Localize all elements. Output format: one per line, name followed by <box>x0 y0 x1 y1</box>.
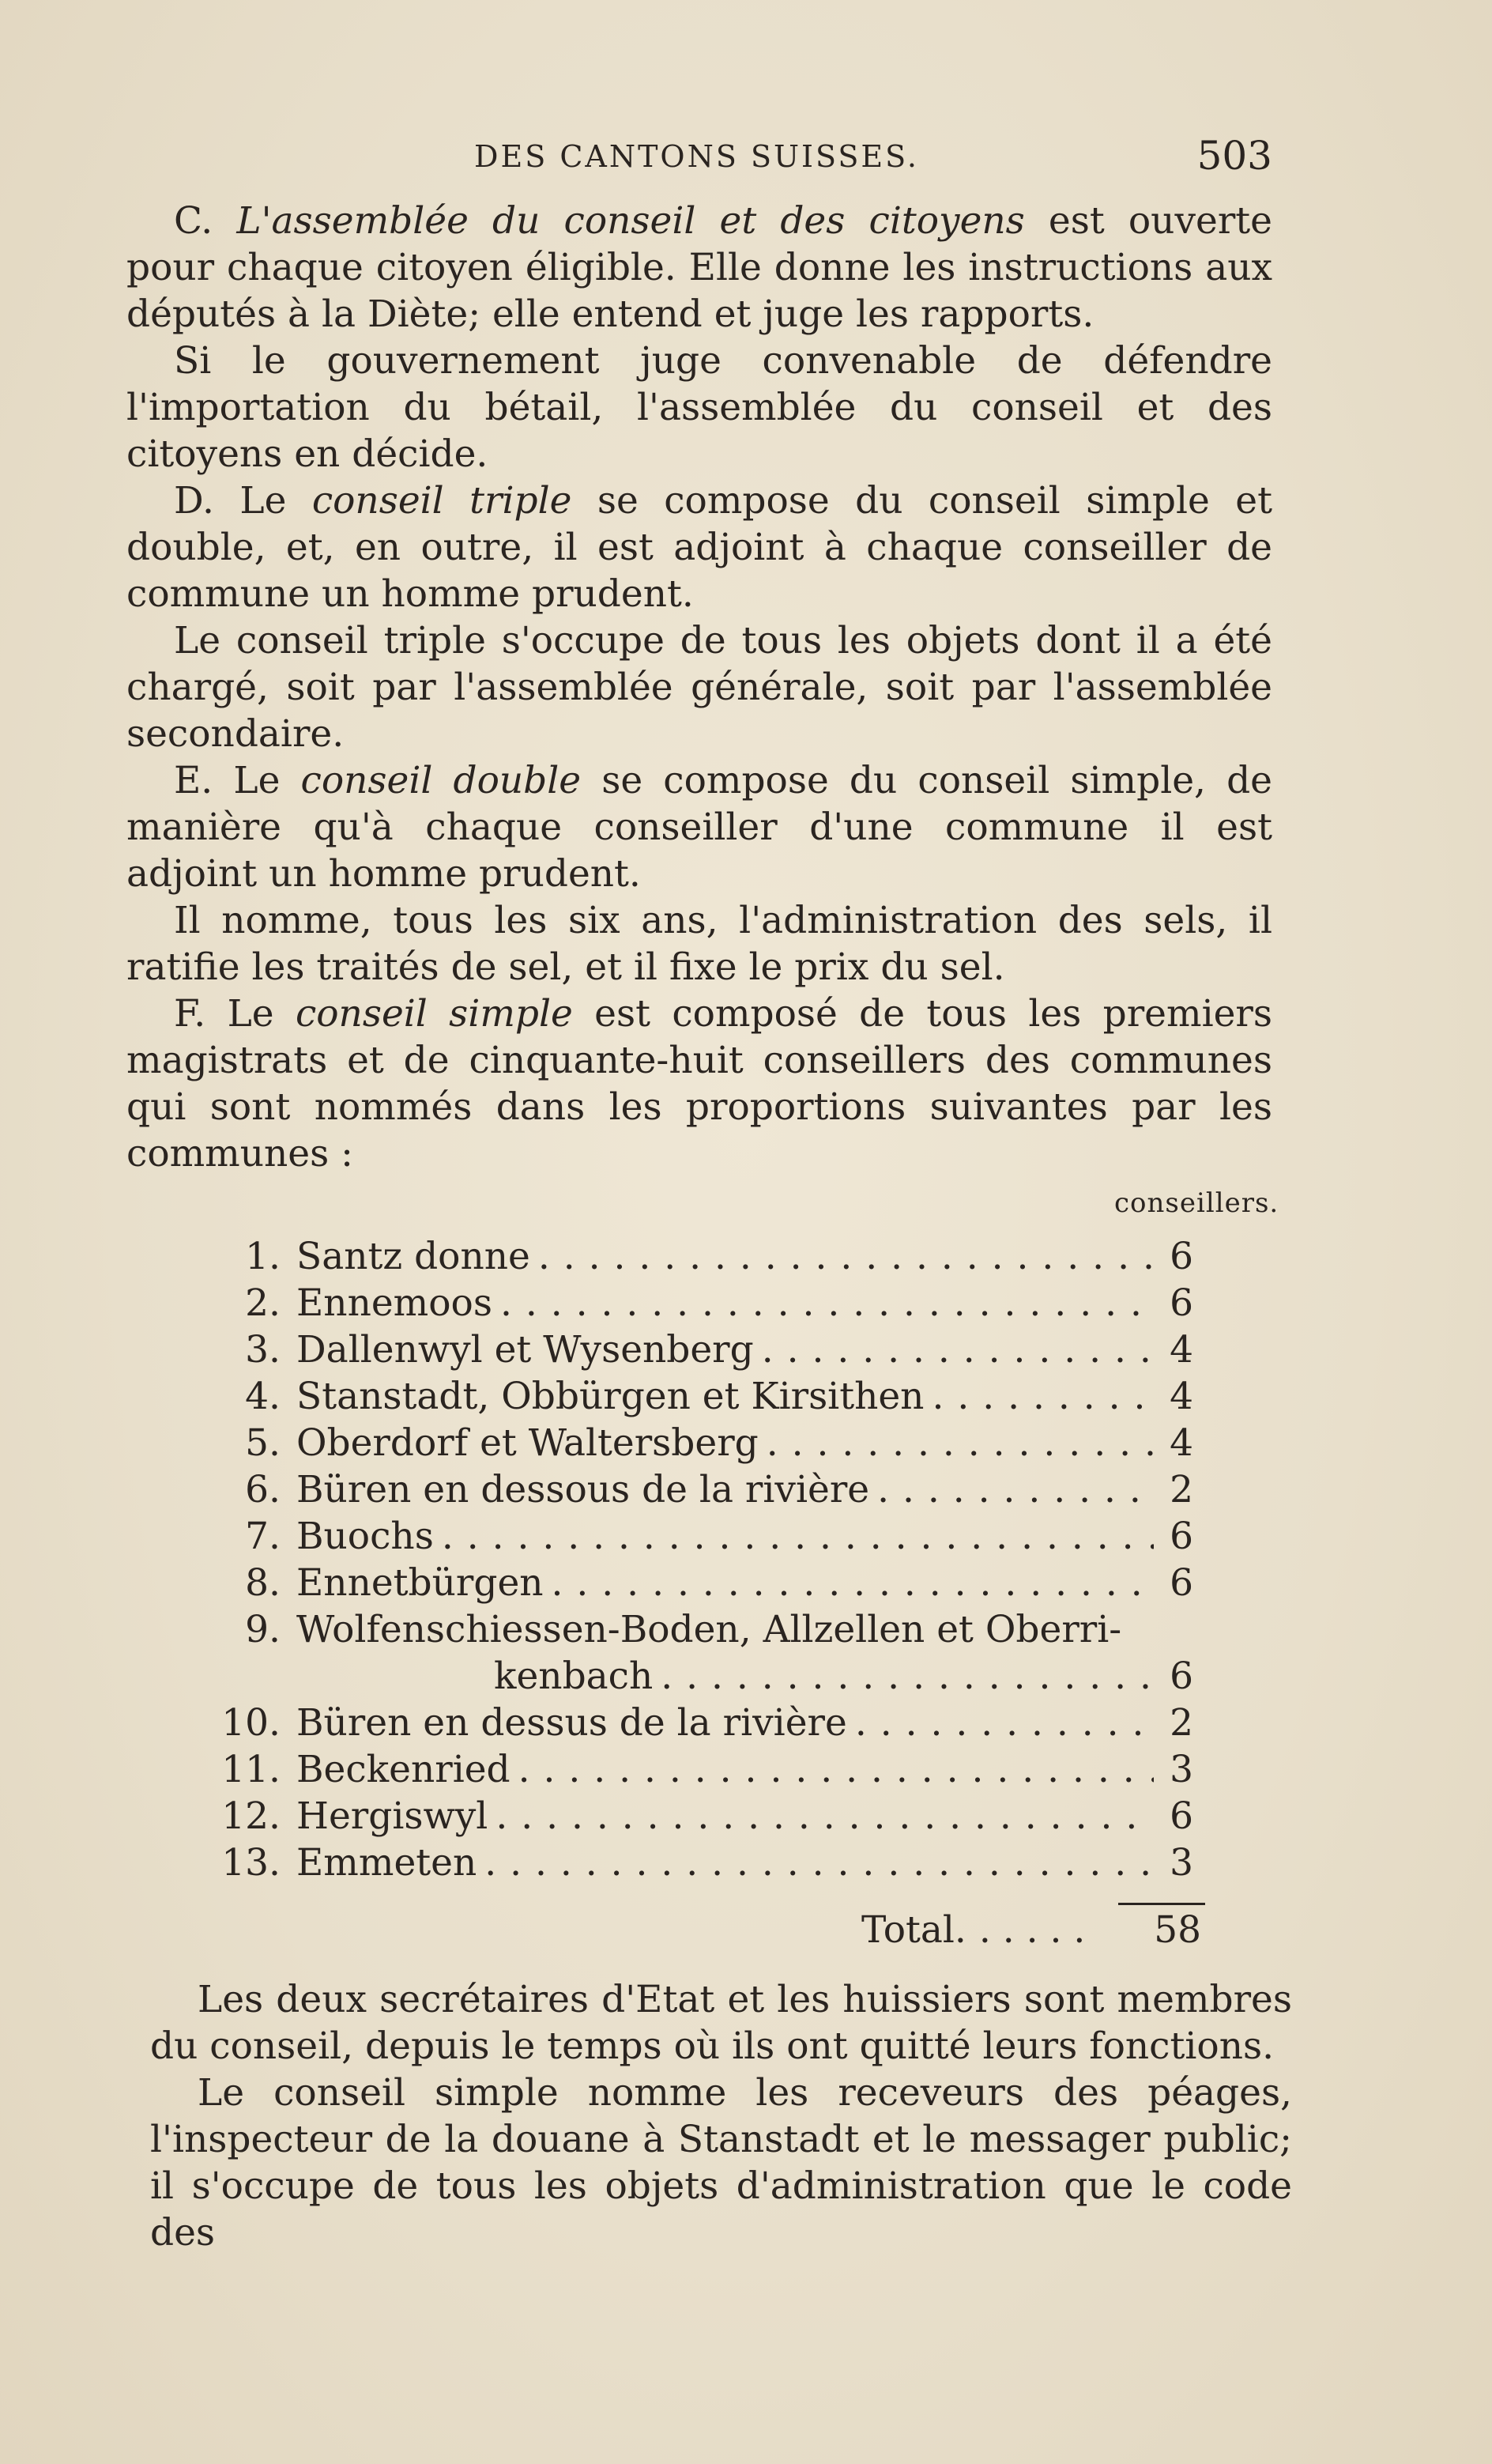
table-row: 2. Ennemoos . . . 6 <box>213 1280 1193 1326</box>
table-row: 1. Santz donne . . . 6 <box>213 1233 1193 1280</box>
table-row: 4. Stanstadt, Obbürgen et Kirsithen . . . 4 <box>213 1373 1193 1420</box>
table-total <box>861 1907 1201 1953</box>
paragraph-e: E. Le conseil double se compose du conseil simple, de manière qu'à chaque conseiller d'une commune il est adjoint un homme prudent. <box>126 759 1272 896</box>
paragraph-c: C. L'assemblée du conseil et des citoyens est ouverte pour chaque citoyen éligible. Elle donne les instructions aux députés à la Diète; elle entend et juge les rapports. <box>126 199 1272 336</box>
total-rule <box>1118 1903 1205 1905</box>
table-row: 12. Hergiswyl . . . 6 <box>213 1793 1193 1840</box>
communes-table <box>213 1233 1193 1886</box>
table-row: 10. Büren en dessus de la rivière . . . 2 <box>213 1700 1193 1746</box>
total-value: 58 <box>1154 1908 1201 1952</box>
paragraph-d: D. Le conseil triple se compose du conseil simple et double, et, en outre, il est adjoint à chaque conseiller de commune un homme prudent. <box>126 479 1272 616</box>
total-label: Total. <box>861 1908 966 1952</box>
table-row: 6. Büren en dessous de la rivière . . . 2 <box>213 1466 1193 1513</box>
table-row: 9. Wolfenschiessen-Boden, Allzellen et Oberri- <box>245 1608 1122 1651</box>
closing-text <box>150 1976 1292 2256</box>
body-text <box>126 198 1272 1177</box>
page-header <box>126 133 1272 187</box>
table-row: 11. Beckenried . . . 3 <box>213 1746 1193 1793</box>
column-label: conseillers. <box>1114 1187 1279 1219</box>
paragraph-secretaires: Les deux secrétaires d'Etat et les huissiers sont membres du conseil, depuis le temps où ils ont quitté leurs fonctions. <box>150 1978 1292 2068</box>
paragraph-triple: Le conseil triple s'occupe de tous les objets dont il a été chargé, soit par l'assemblée générale, soit par l'assemblée secondaire. <box>126 619 1272 756</box>
table-row-continuation: kenbach . . . 6 <box>213 1653 1193 1700</box>
table-row: 3. Dallenwyl et Wysenberg . . . 4 <box>213 1326 1193 1373</box>
paragraph-receveurs: Le conseil simple nomme les receveurs des péages, l'inspecteur de la douane à Stanstadt et le messager public; il s'occupe de tous les objets d'administration que le code des <box>150 2071 1292 2255</box>
paragraph-betail: Si le gouvernement juge convenable de défendre l'importation du bétail, l'assemblée du conseil et des citoyens en décide. <box>126 339 1272 476</box>
paragraph-f: F. Le conseil simple est composé de tous les premiers magistrats et de cinquante-huit conseillers des communes qui sont nommés dans les proportions suivantes par les communes : <box>126 992 1272 1175</box>
table-row: 5. Oberdorf et Waltersberg . . . 4 <box>213 1420 1193 1466</box>
table-row: 13. Emmeten . . . 3 <box>213 1840 1193 1886</box>
table-row: 8. Ennetbürgen . . . 6 <box>213 1560 1193 1606</box>
page-number: 503 <box>1196 133 1272 179</box>
table-row: 7. Buochs . . . 6 <box>213 1513 1193 1560</box>
paragraph-sels: Il nomme, tous les six ans, l'administration des sels, il ratifie les traités de sel, et il fixe le prix du sel. <box>126 899 1272 989</box>
running-title: DES CANTONS SUISSES. <box>474 139 919 174</box>
